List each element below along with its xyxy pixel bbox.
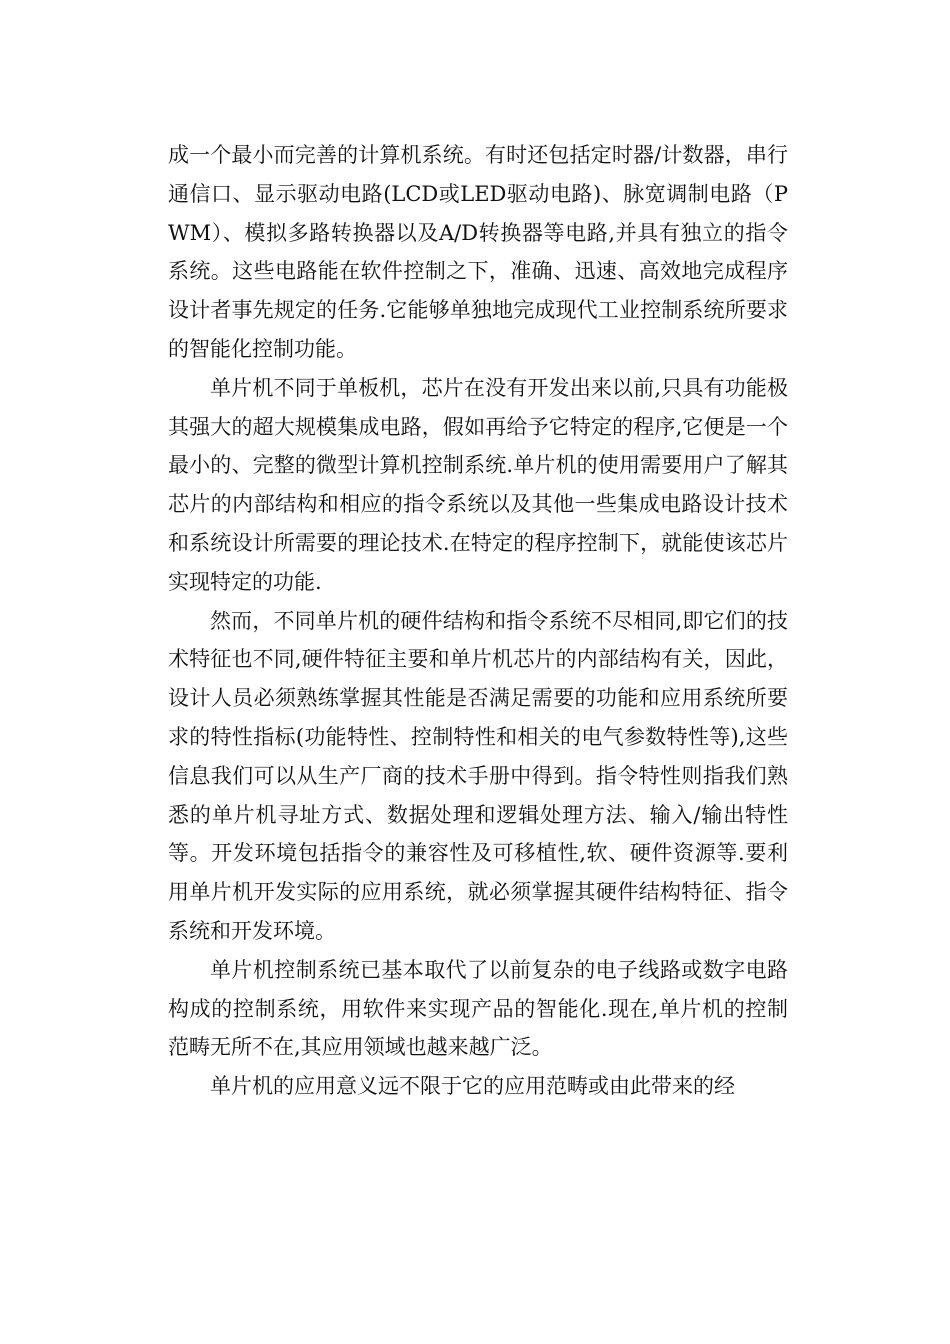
paragraph-4: 单片机控制系统已基本取代了以前复杂的电子线路或数字电路构成的控制系统，用软件来实现产品的智能化.现在,单片机的控制范畴无所不在,其应用领域也越来越广泛。 xyxy=(168,957,788,1060)
paragraph-3: 然而，不同单片机的硬件结构和指令系统不尽相同,即它们的技术特征也不同,硬件特征主要和单片机芯片的内部结构有关，因此，设计人员必须熟练掌握其性能是否满足需要的功能和应用系统所要求的特性指标(功能特性、控制特性和相关的电气参数特性等),这些信息我们可以从生产厂商的技术手册中得到。指令特性则指我们熟悉的单片机寻址方式、数据处理和逻辑处理方法、输入/输出特性等。开发环境包括指令的兼容性及可移植性,软、硬件资源等.要利用单片机开发实际的应用系统，就必须掌握其硬件结构特征、指令系统和开发环境。 xyxy=(168,608,788,943)
document-body xyxy=(168,136,788,1106)
paragraph-5: 单片机的应用意义远不限于它的应用范畴或由此带来的经 xyxy=(210,1074,735,1099)
paragraph-1: 成一个最小而完善的计算机系统。有时还包括定时器/计数器，串行通信口、显示驱动电路(LCD或LED驱动电路)、脉宽调制电路（PWM）、模拟多路转换器以及A/D转换器等电路,并具有独立的指令系统。这些电路能在软件控制之下，准确、迅速、高效地完成程序设计者事先规定的任务.它能够单独地完成现代工业控制系统所要求的智能化控制功能。 xyxy=(168,143,788,361)
paragraph-2: 单片机不同于单板机，芯片在没有开发出来以前,只具有功能极其强大的超大规模集成电路，假如再给予它特定的程序,它便是一个最小的、完整的微型计算机控制系统.单片机的使用需要用户了解其芯片的内部结构和相应的指令系统以及其他一些集成电路设计技术和系统设计所需要的理论技术.在特定的程序控制下，就能使该芯片实现特定的功能. xyxy=(168,375,788,594)
